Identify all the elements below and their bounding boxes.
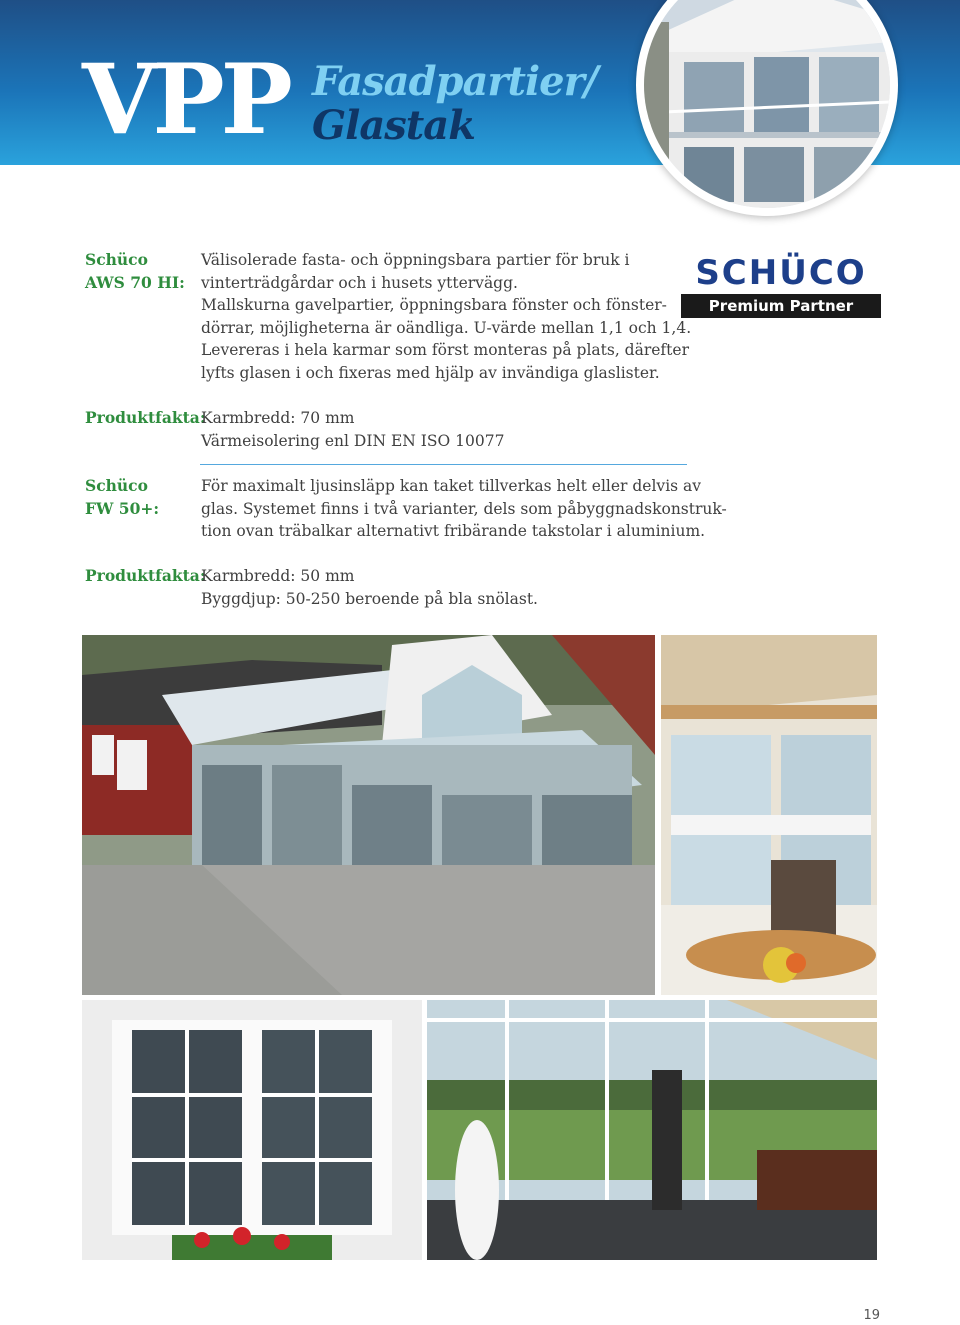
schuco-premium-partner-logo bbox=[681, 246, 881, 318]
section2-label bbox=[85, 475, 159, 520]
section2-line: tion ovan träbalkar alternativt fribärande takstolar i aluminium. bbox=[201, 522, 706, 540]
brand-title: VPP bbox=[82, 43, 289, 156]
page-number: 19 bbox=[863, 1308, 880, 1323]
section1-line: Levereras i hela karmar som först monteras på plats, därefter bbox=[201, 341, 689, 359]
section1-line: Välisolerade fasta- och öppningsbara partier för bruk i bbox=[201, 251, 630, 269]
section1-facts-label: Produktfakta: bbox=[85, 408, 206, 427]
subtitle-line-1: Fasadpartier/ bbox=[312, 58, 598, 105]
svg-text:SCHÜCO: SCHÜCO bbox=[695, 253, 867, 292]
glazed-room-stove-photo bbox=[427, 1000, 877, 1260]
conservatory-glass-roof-photo bbox=[82, 635, 655, 995]
premium-partner-badge: Premium Partner bbox=[681, 294, 881, 318]
section2-fact: Karmbredd: 50 mm bbox=[201, 567, 355, 585]
hero-house-photo bbox=[636, 0, 898, 216]
section1-line: Mallskurna gavelpartier, öppningsbara fönster och fönster- bbox=[201, 296, 667, 314]
window-image bbox=[82, 1000, 422, 1260]
interior-image bbox=[661, 635, 877, 995]
section2-label-line2: FW 50+: bbox=[85, 498, 160, 518]
section1-fact: Värmeisolering enl DIN EN ISO 10077 bbox=[201, 431, 505, 450]
section2-line: För maximalt ljusinsläpp kan taket tillverkas helt eller delvis av bbox=[201, 477, 702, 495]
section2-description bbox=[201, 475, 727, 543]
section1-label bbox=[85, 249, 185, 294]
section1-label-line2: AWS 70 HI: bbox=[85, 272, 185, 292]
section1-line: vinterträdgårdar och i husets yttervägg. bbox=[201, 273, 518, 292]
section1-line: dörrar, möjligheterna är oändliga. U-värde mellan 1,1 och 1,4. bbox=[201, 318, 692, 337]
interior-table-photo bbox=[661, 635, 877, 995]
section1-fact: Karmbredd: 70 mm bbox=[201, 409, 355, 427]
section-divider bbox=[200, 464, 687, 465]
section1-description bbox=[201, 249, 691, 384]
glazed-room-image bbox=[427, 1000, 877, 1260]
house-balcony-image bbox=[644, 0, 890, 208]
section1-facts bbox=[201, 407, 504, 452]
section2-fact: Byggdjup: 50-250 beroende på bla snölast. bbox=[201, 589, 538, 608]
section2-facts-label: Produktfakta: bbox=[85, 566, 206, 585]
section2-label-line1: Schüco bbox=[85, 476, 148, 495]
section1-line: lyfts glasen i och fixeras med hjälp av invändiga glaslister. bbox=[201, 363, 660, 382]
subtitle-line-2: Glastak bbox=[312, 102, 475, 149]
section1-label-line1: Schüco bbox=[85, 250, 148, 269]
window-flowers-photo bbox=[82, 1000, 422, 1260]
conservatory-image bbox=[82, 635, 655, 995]
schuco-wordmark bbox=[681, 246, 881, 292]
section2-line: glas. Systemet finns i två varianter, dels som påbyggnadskonstruk- bbox=[201, 499, 727, 518]
page-subtitle bbox=[312, 60, 597, 148]
section2-facts bbox=[201, 565, 538, 610]
